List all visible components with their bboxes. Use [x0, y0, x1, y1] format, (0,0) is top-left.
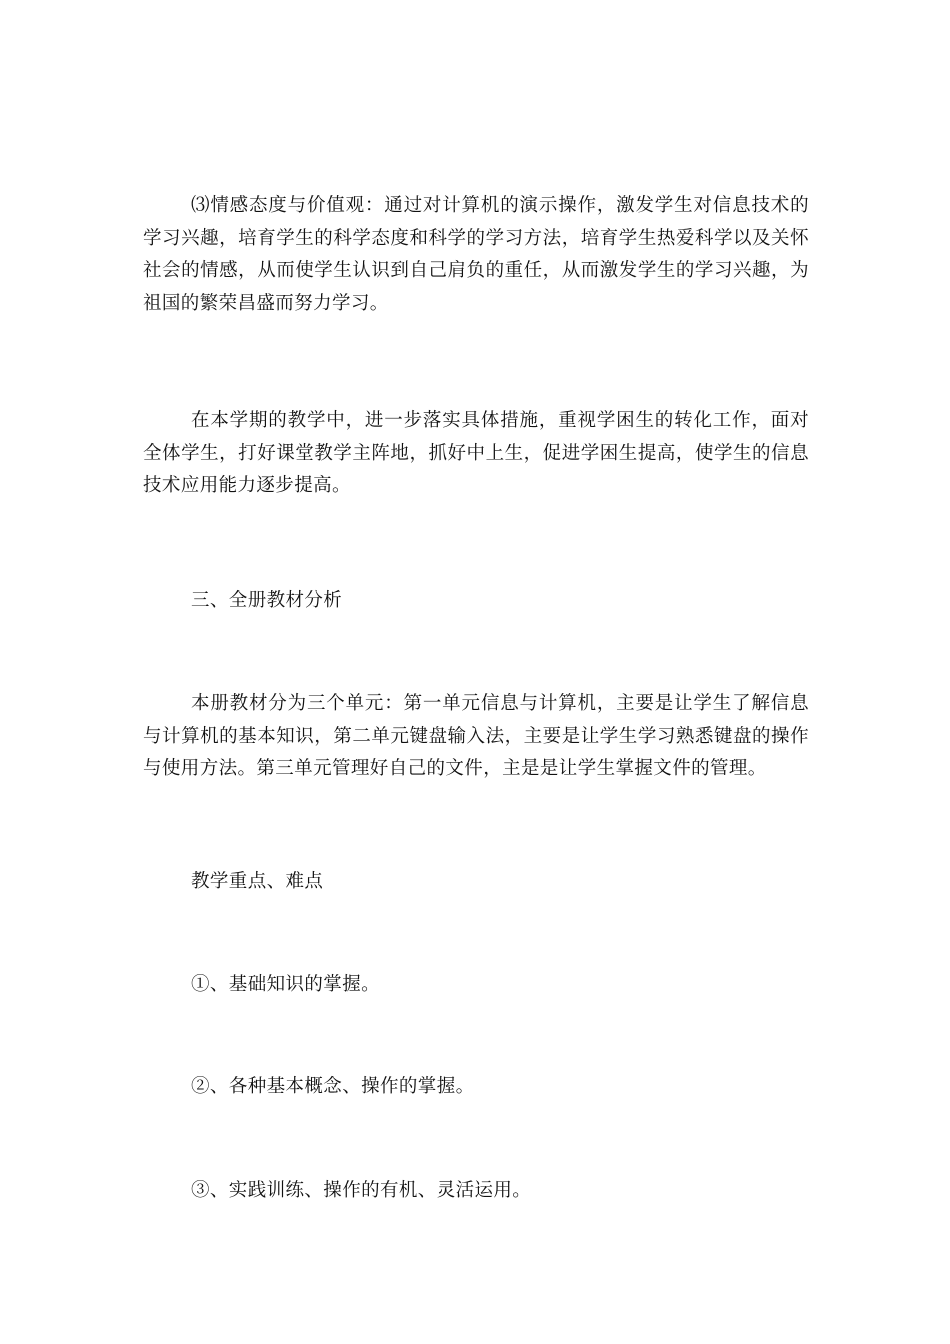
section-heading-key-points: 教学重点、难点: [191, 871, 324, 892]
paragraph-teaching-measures: 在本学期的教学中，进一步落实具体措施，重视学困生的转化工作，面对全体学生，打好课堂教学主阵地，抓好中上生，促进学困生提高，使学生的信息技术应用能力逐步提高。: [143, 410, 809, 496]
section-heading-textbook-analysis: 三、全册教材分析: [191, 590, 343, 611]
paragraph-textbook-units: 本册教材分为三个单元：第一单元信息与计算机，主要是让学生了解信息与计算机的基本知识，第二单元键盘输入法，主要是让学生学习熟悉键盘的操作与使用方法。第三单元管理好自己的文件，主是是让学生掌握文件的管理。: [143, 693, 809, 779]
paragraph-emotion-attitude: ⑶情感态度与价值观：通过对计算机的演示操作，激发学生对信息技术的学习兴趣，培育学生的科学态度和科学的学习方法，培育学生热爱科学以及关怀社会的情感，从而使学生认识到自己肩负的重任，从而激发学生的学习兴趣，为祖国的繁荣昌盛而努力学习。: [143, 195, 809, 314]
list-item-1: ①、基础知识的掌握。: [191, 974, 381, 995]
list-item-3: ③、实践训练、操作的有机、灵活运用。: [191, 1180, 532, 1201]
list-item-2: ②、各种基本概念、操作的掌握。: [191, 1076, 475, 1097]
